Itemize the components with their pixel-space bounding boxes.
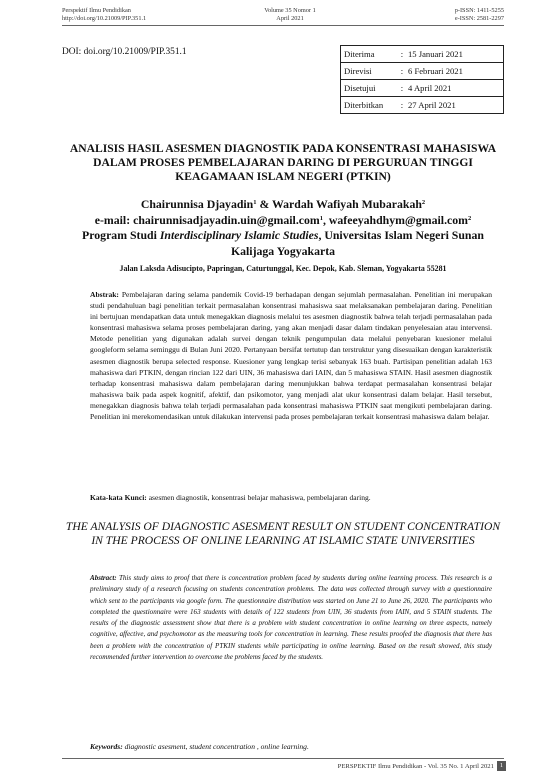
article-title-english: THE ANALYSIS OF DIAGNOSTIC ASESMENT RESULT ON STUDENT CONCENTRATION IN THE PROCESS OF ONLINE LEARNING AT ISLAMIC STATE UNIVERSITIES (65, 520, 501, 548)
email-2-affiliation: 2 (467, 214, 472, 222)
email-1-affiliation: 1 (319, 214, 323, 222)
date-label: Diterbitkan (344, 100, 384, 110)
keywords-text: asesmen diagnostik, konsentrasi belajar mahasiswa, pembelajaran daring. (146, 493, 371, 502)
page-number: 1 (497, 761, 506, 771)
email-1-link[interactable]: chairunnisadjayadin.uin@gmail.com (133, 212, 320, 227)
article-doi[interactable]: DOI: doi.org/10.21009/PIP.351.1 (62, 47, 187, 57)
abstract-text: This study aims to proof that there is concentration problem faced by students during online learning process. This research is a preliminary study of a research focusing on students concentration problems. The data was collected through survey with a questionnaire which sent to the participants via google form. The questionnaire distribution was started on June 21 to June 26, 2020. The participants who completed the questionnaire were 163 students with details of 122 students from UIN, 36 students from IAIN, and 5 STAIN students. The results of the diagnostic assessment show that there is a problem with student concentration in online learning on three aspects, namely cognitive, affective, and psychomotor as the measuring tools for concentration in learning. These results proofed the diagnosis that there has been a problem with the concentration of PTKIN students while participating in online learning. Based on the result showed, this study recommended further intervention to overcome the problems faced by the students. (90, 574, 492, 661)
keywords-label: Keywords: (90, 742, 123, 751)
date-row-accepted (341, 80, 504, 97)
author-block (62, 197, 504, 259)
article-dates-table (340, 45, 504, 114)
journal-doi-url[interactable]: http://doi.org/10.21009/PIP.351.1 (62, 15, 147, 22)
p-issn: p-ISSN: 1411-5255 (454, 7, 504, 14)
header-rule (62, 25, 504, 26)
running-header-right (455, 7, 504, 23)
author-names (62, 197, 504, 213)
date-label: Direvisi (341, 63, 400, 80)
abstract-indonesian (90, 289, 492, 422)
keywords-indonesian (90, 492, 492, 503)
author-2: Wardah Wafiyah Mubarakah (272, 197, 422, 211)
article-title-indonesian: ANALISIS HASIL ASESMEN DIAGNOSTIK PADA KONSENTRASI MAHASISWA DALAM PROSES PEMBELAJARAN DARING DI PERGURUAN TINGGI KEAGAMAAN ISLAM NEGERI (PTKIN) (69, 142, 497, 184)
date-value: 15 Januari 2021 (405, 46, 504, 63)
author-2-affiliation: 2 (421, 199, 426, 206)
running-footer: PERSPEKTIF Ilmu Pendidikan - Vol. 35 No. 1 April 2021 (337, 763, 494, 770)
email-prefix: e-mail: (94, 212, 134, 227)
abstract-label: Abstract: (90, 574, 117, 582)
date-value: 27 April 2021 (408, 100, 456, 110)
date-value: 6 Februari 2021 (405, 63, 504, 80)
email-separator: , (322, 212, 329, 227)
date-colon: : (399, 63, 405, 80)
institution-address: Jalan Laksda Adisucipto, Papringan, Caturtunggal, Kec. Depok, Kab. Sleman, Yogyakarta 55281 (119, 264, 447, 273)
journal-name: Perspektif Ilmu Pendidikan (62, 7, 131, 14)
keywords-text: diagnostic asesment, student concentration , online learning. (122, 742, 309, 751)
issue-month: April 2021 (276, 15, 304, 22)
keywords-english (90, 741, 492, 752)
date-label: Diterima (341, 46, 400, 63)
author-affiliation (62, 228, 504, 259)
program-name: Interdisciplinary Islamic Studies (159, 228, 319, 243)
date-value: 4 April 2021 (405, 80, 504, 97)
running-header-center (250, 7, 330, 23)
date-row-revised (341, 63, 504, 80)
keywords-label: Kata-kata Kunci: (90, 493, 147, 502)
abstract-english (90, 573, 492, 663)
author-1-affiliation: 1 (253, 199, 257, 206)
date-label: Disetujui (341, 80, 400, 97)
abstract-label: Abstrak: (90, 290, 119, 299)
e-issn: e-ISSN: 2581-2297 (454, 15, 504, 22)
date-row-published (341, 97, 504, 114)
university-name: , Universitas Islam Negeri Sunan Kalijaga Yogyakarta (230, 228, 484, 258)
email-2-link[interactable]: wafeeyahdhym@gmail.com (328, 212, 468, 227)
abstract-text: Pembelajaran daring selama pandemik Covid-19 berhadapan dengan sejumlah permasalahan. Penelitian ini merupakan studi pendahuluan bagi penelitian terkait permasalahan konsentrasi mahasiswa saat melaksanakan pembelajaran daring. Penelitian ini bertujuan mendapatkan data untuk menegakkan diagnosis melalui tes asesmen diagnostik bahwa telah terjadi permasalahan pada konsentrasi mahasiswa selama proses pembelajaran daring, yang akan menjadi dasar dalam tindakan penyelesaian atau intervensi. Metode penelitian yang digunakan adalah survei dengan teknik pengumpulan data melalui penyebaran kuesioner melalui googleform selama seminggu di Bulan Juni 2020. Pertanyaan bersifat tertutup dan terstruktur yang disesuaikan dengan karakteristik asesmen diagnostik berupa selected response. Kuesioner yang lengkap terisi sebanyak 163 buah. Partisipan penelitian adalah 163 mahasiswa dari PTKIN, dengan rincian 122 dari UIN, 36 mahasiswa dari IAIN, dan 5 mahasiswa STAIN. Hasil asesmen diagnostik terhadap konsentrasi mahasiswa dalam pembelajaran daring menunjukkan bahwa terdapat permasalahan konsentrasi belajar mahasiswa baik pada aspek kognitif, afektif, dan psikomotor, yang menjadi alat ukur konsentrasi dalam belajar. Hasil tersebut, menegakkan diagnosis bahwa telah terjadi permasalahan pada konsentrasi mahasiswa PTKIN saat mengikuti pembelajaran daring. Penelitian ini merekomendasikan untuk dilakukan intervensi pada proses pembelajaran terkait konsentrasi mahasiswa dalam belajar. (90, 290, 492, 422)
date-row-received (341, 46, 504, 63)
author-separator: & (256, 197, 273, 211)
author-emails (62, 213, 504, 229)
date-colon: : (399, 80, 405, 97)
date-colon: : (399, 46, 405, 63)
date-colon: : (400, 100, 404, 110)
program-prefix: Program Studi (82, 228, 160, 243)
footer-rule (62, 758, 504, 759)
running-header-left (62, 7, 146, 23)
author-1: Chairunnisa Djayadin (140, 197, 254, 211)
volume-number: Volume 35 Nomor 1 (264, 7, 316, 14)
